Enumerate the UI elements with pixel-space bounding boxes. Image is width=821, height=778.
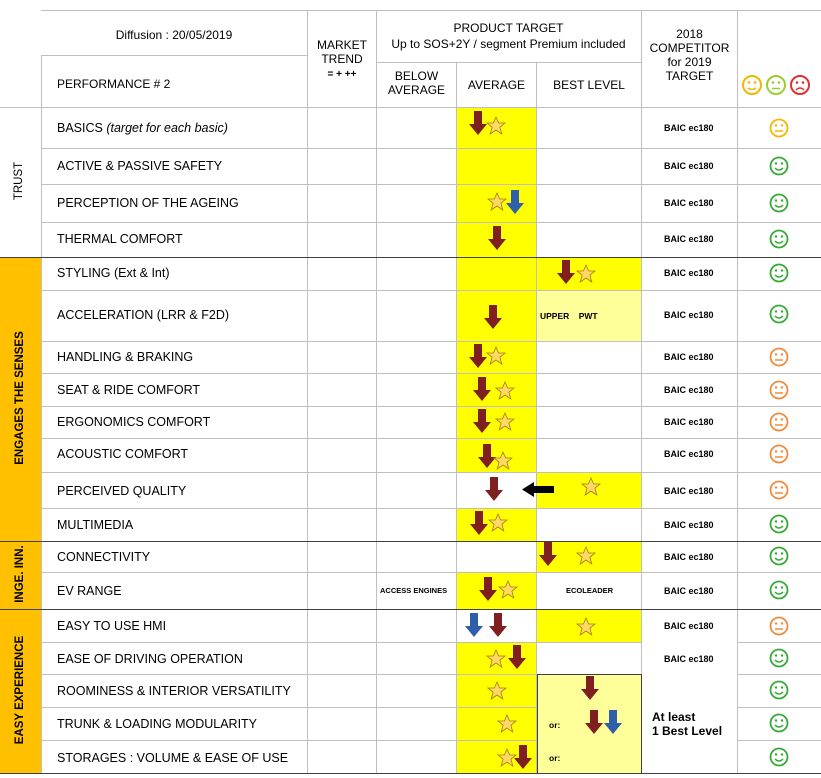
product-target-subtitle: Up to SOS+2Y / segment Premium included	[391, 37, 626, 51]
row-label: EV RANGE	[57, 584, 122, 598]
best-perceived-quality	[537, 472, 641, 508]
competitor-cell: BAIC ec180	[664, 123, 714, 133]
market-trend-header: MARKET TREND	[316, 38, 367, 66]
row-label: MULTIMEDIA	[57, 518, 134, 532]
best-target-styling	[537, 257, 641, 290]
average-target-block-2	[457, 290, 536, 472]
row-label: BASICS (target for each basic)	[57, 121, 228, 135]
average-multimedia	[457, 508, 536, 541]
group-label-inge: INGE. INN.	[14, 545, 26, 603]
competitor-cell: BAIC ec180	[664, 552, 714, 562]
competitor-cell: BAIC ec180	[664, 161, 714, 171]
row-label: STORAGES : VOLUME & EASE OF USE	[57, 751, 289, 765]
neutral-smiley-icon	[743, 76, 761, 94]
row-label: PERCEPTION OF THE AGEING	[57, 196, 239, 210]
best-level-header: BEST LEVEL	[553, 78, 625, 92]
row-label: ACTIVE & PASSIVE SAFETY	[57, 159, 223, 173]
below-average-header: BELOW AVERAGE	[387, 69, 446, 97]
group-label-easy: EASY EXPERIENCE	[14, 635, 26, 745]
row-label: TRUNK & LOADING MODULARITY	[57, 717, 258, 731]
competitor-cell: BAIC ec180	[664, 198, 714, 208]
row-label: HANDLING & BRAKING	[57, 350, 194, 364]
competitor-cell: BAIC ec180	[664, 654, 714, 664]
average-target-block-1	[457, 108, 536, 290]
mood-legend-icons	[740, 73, 816, 97]
competitor-cell: BAIC ec180	[664, 520, 714, 530]
competitor-cell: BAIC ec180	[664, 268, 714, 278]
trunk-or-note: or:	[549, 720, 561, 730]
competitor-cell: BAIC ec180	[664, 449, 714, 459]
row-label: ROOMINESS & INTERIOR VERSATILITY	[57, 684, 291, 698]
row-label: ACOUSTIC COMFORT	[57, 447, 189, 461]
storage-or-note: or:	[549, 753, 561, 763]
row-label: CONNECTIVITY	[57, 550, 151, 564]
competitor-header: 2018 COMPETITOR for 2019 TARGET	[649, 27, 730, 83]
best-hmi	[537, 609, 641, 642]
row-label: ACCELERATION (LRR & F2D)	[57, 308, 230, 322]
happy-smiley-icon	[767, 76, 785, 94]
market-trend-scale: = + ++	[327, 69, 357, 80]
performance-header: PERFORMANCE # 2	[57, 77, 171, 91]
acceleration-best-note: UPPER PWT	[540, 311, 598, 321]
competitor-cell: BAIC ec180	[664, 385, 714, 395]
competitor-cell: BAIC ec180	[664, 234, 714, 244]
row-label: EASY TO USE HMI	[57, 619, 167, 633]
competitor-cell: BAIC ec180	[664, 486, 714, 496]
row-label: PERCEIVED QUALITY	[57, 484, 187, 498]
at-least-best-level-note: At least 1 Best Level	[652, 710, 723, 738]
group-label-trust: TRUST	[13, 161, 25, 201]
average-ev-range	[457, 572, 536, 609]
competitor-cell: BAIC ec180	[664, 352, 714, 362]
average-header: AVERAGE	[467, 78, 526, 92]
best-connectivity	[537, 541, 641, 572]
group-label-senses: ENGAGES THE SENSES	[14, 331, 26, 465]
row-label: THERMAL COMFORT	[57, 232, 183, 246]
sad-smiley-icon	[791, 76, 809, 94]
competitor-cell: BAIC ec180	[664, 621, 714, 631]
row-label: SEAT & RIDE COMFORT	[57, 383, 201, 397]
competitor-cell: BAIC ec180	[664, 310, 714, 320]
competitor-cell: BAIC ec180	[664, 417, 714, 427]
row-label: EASE OF DRIVING OPERATION	[57, 652, 243, 666]
diffusion-date: Diffusion : 20/05/2019	[115, 28, 233, 42]
competitor-cell: BAIC ec180	[664, 586, 714, 596]
product-target-title: PRODUCT TARGET	[453, 21, 564, 35]
row-label: ERGONOMICS COMFORT	[57, 415, 211, 429]
ev-best-note: ECOLEADER	[566, 586, 614, 595]
ev-below-note: ACCESS ENGINES	[380, 586, 448, 595]
row-label: STYLING (Ext & Int)	[57, 266, 170, 280]
average-easy-block	[457, 642, 536, 774]
